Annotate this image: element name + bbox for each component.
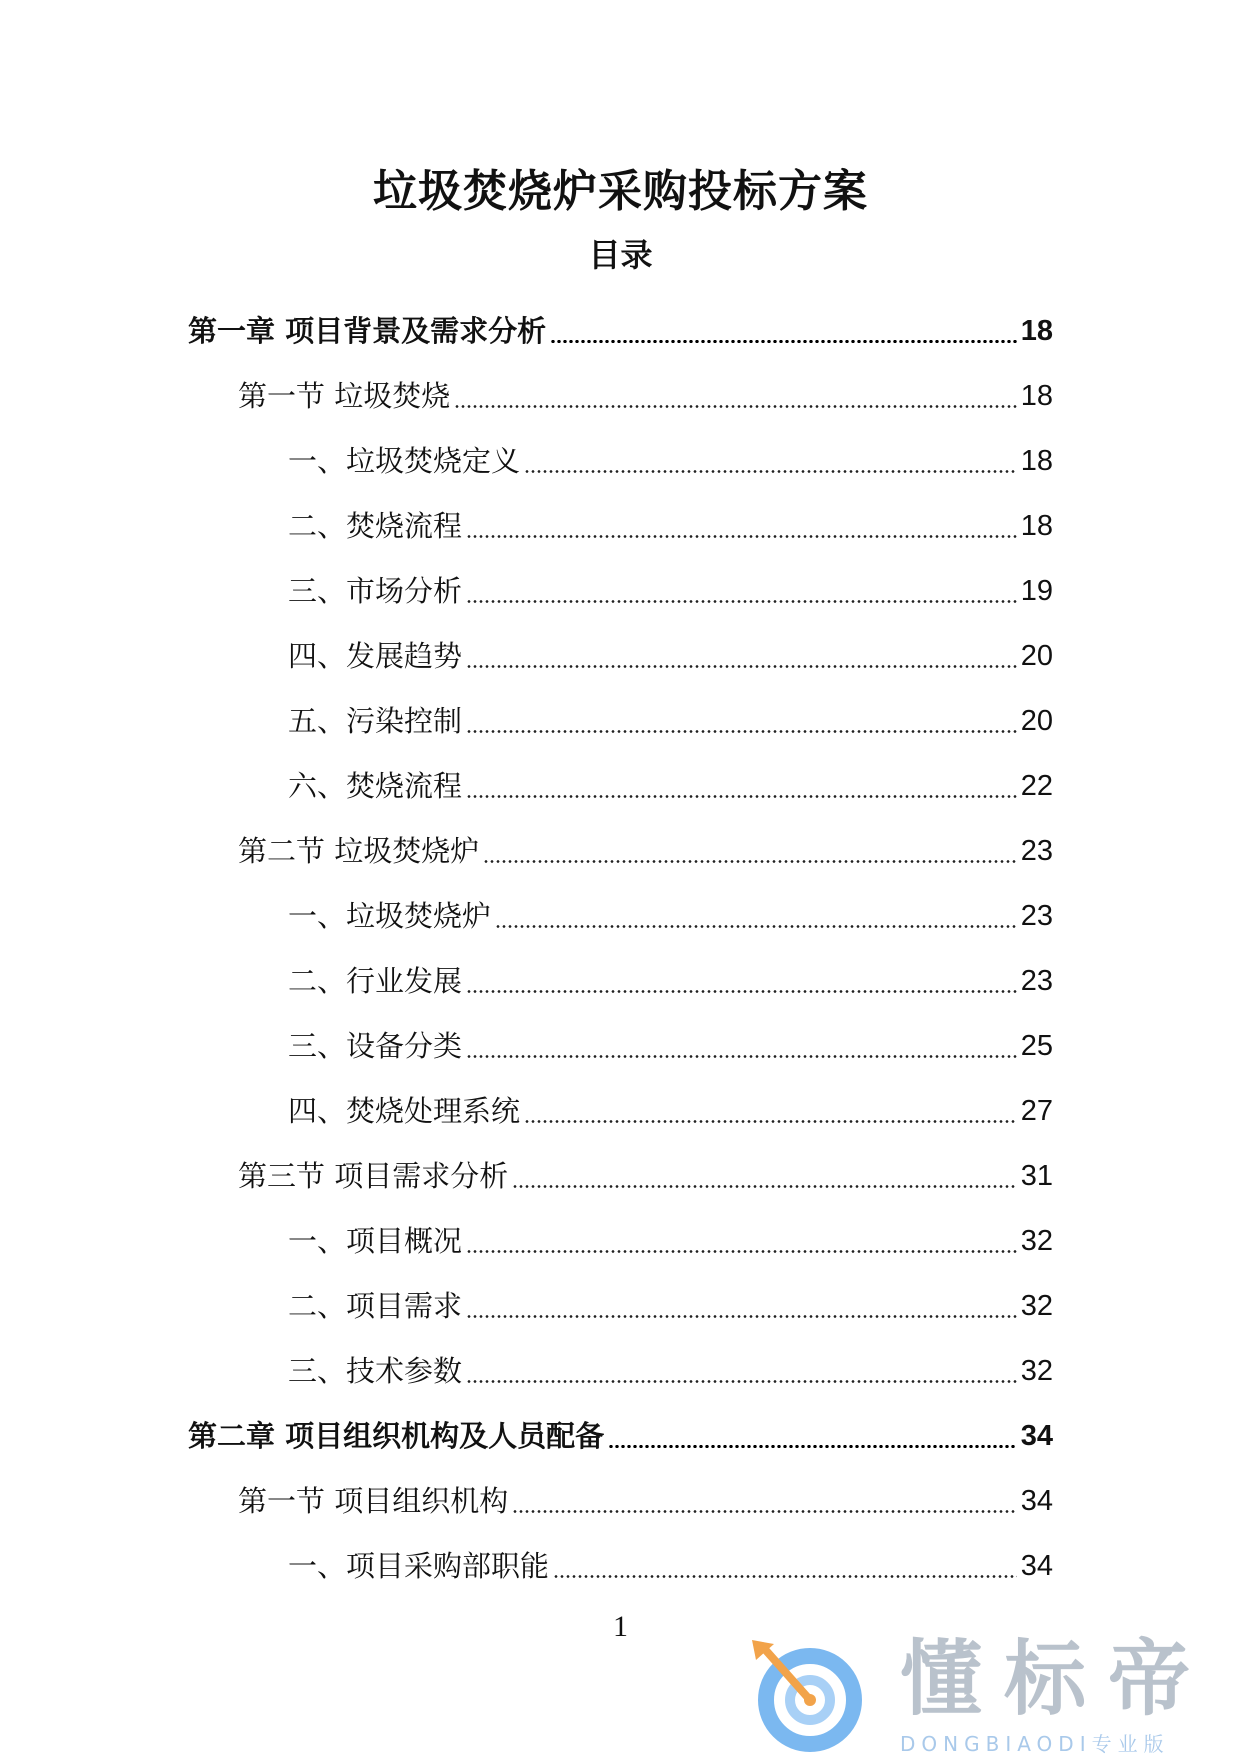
toc-entry-label: 三、技术参数: [288, 1353, 463, 1388]
toc-entry-label: 三、市场分析: [288, 573, 463, 608]
toc-leader-dots: [550, 340, 1017, 343]
watermark: [740, 1630, 1220, 1756]
toc-entry[interactable]: [0, 688, 1241, 753]
toc-entry[interactable]: [0, 428, 1241, 493]
toc-entry[interactable]: [0, 1143, 1241, 1208]
toc-entry-page: 23: [1020, 899, 1053, 932]
toc-entry-page: 25: [1020, 1029, 1053, 1062]
toc-entry-page: 22: [1020, 769, 1053, 802]
toc-entry-page: 20: [1020, 704, 1053, 737]
toc-entry-page: 34: [1020, 1549, 1053, 1582]
toc-entry[interactable]: [0, 1208, 1241, 1273]
toc-leader-dots: [466, 600, 1017, 603]
toc-entry-page: 18: [1020, 444, 1053, 477]
toc-entry[interactable]: [0, 558, 1241, 623]
toc-entry[interactable]: [0, 1013, 1241, 1078]
toc-entry-page: 31: [1020, 1159, 1053, 1192]
toc-entry-page: 23: [1020, 834, 1053, 867]
toc-entry[interactable]: [0, 623, 1241, 688]
document-title: 垃圾焚烧炉采购投标方案: [373, 166, 868, 217]
toc-entry-label: 二、行业发展: [288, 963, 463, 998]
toc-entry[interactable]: [0, 363, 1241, 428]
toc-entry[interactable]: [0, 1338, 1241, 1403]
toc-entry-label: 第二章 项目组织机构及人员配备: [188, 1418, 605, 1453]
toc-entry-label: 三、设备分类: [288, 1028, 463, 1063]
toc-entry[interactable]: [0, 298, 1241, 363]
toc-entry[interactable]: [0, 1078, 1241, 1143]
toc-entry-label: 第一节 垃圾焚烧: [238, 378, 451, 413]
toc-entry-label: 四、焚烧处理系统: [288, 1093, 521, 1128]
toc-entry[interactable]: [0, 1403, 1241, 1468]
toc-leader-dots: [466, 1055, 1017, 1058]
toc-entry-label: 六、焚烧流程: [288, 768, 463, 803]
toc-leader-dots: [553, 1575, 1017, 1578]
toc-entry-label: 一、项目概况: [288, 1223, 463, 1258]
toc-leader-dots: [608, 1445, 1017, 1448]
toc-leader-dots: [466, 535, 1017, 538]
toc-leader-dots: [483, 860, 1017, 863]
toc-entry[interactable]: [0, 1273, 1241, 1338]
toc-entry-page: 27: [1020, 1094, 1053, 1127]
watermark-brand: 懂标帝: [900, 1632, 1213, 1727]
toc-entry-label: 第三节 项目需求分析: [238, 1158, 509, 1193]
page-number: 1: [613, 1610, 628, 1643]
toc-entry-label: 一、项目采购部职能: [288, 1548, 550, 1583]
toc-entry-label: 二、焚烧流程: [288, 508, 463, 543]
toc-entry-label: 第一节 项目组织机构: [238, 1483, 509, 1518]
toc-leader-dots: [454, 405, 1017, 408]
toc-leader-dots: [466, 1380, 1017, 1383]
toc-entry-page: 23: [1020, 964, 1053, 997]
toc-entry-label: 一、垃圾焚烧炉: [288, 898, 492, 933]
toc-leader-dots: [524, 1120, 1017, 1123]
toc-entry[interactable]: [0, 948, 1241, 1013]
toc-heading: 目录: [588, 236, 653, 274]
toc-entry[interactable]: [0, 883, 1241, 948]
toc-leader-dots: [512, 1510, 1017, 1513]
toc-leader-dots: [512, 1185, 1017, 1188]
toc-entry[interactable]: [0, 753, 1241, 818]
toc-entry-page: 18: [1020, 379, 1053, 412]
toc-entry-page: 19: [1020, 574, 1053, 607]
toc-leader-dots: [466, 1315, 1017, 1318]
toc-entry[interactable]: [0, 1468, 1241, 1533]
toc-entry[interactable]: [0, 493, 1241, 558]
toc-entry-page: 20: [1020, 639, 1053, 672]
toc-leader-dots: [495, 925, 1017, 928]
toc-entry[interactable]: [0, 818, 1241, 883]
toc-leader-dots: [466, 1250, 1017, 1253]
toc-leader-dots: [466, 795, 1017, 798]
toc-entry-page: 32: [1020, 1354, 1053, 1387]
toc-entry-page: 18: [1020, 314, 1053, 347]
toc-entry-page: 34: [1020, 1484, 1053, 1517]
toc-entry-page: 18: [1020, 509, 1053, 542]
toc-entry-label: 二、项目需求: [288, 1288, 463, 1323]
toc-entry-label: 第二节 垃圾焚烧炉: [238, 833, 480, 868]
table-of-contents: [0, 298, 1241, 1598]
toc-entry-label: 四、发展趋势: [288, 638, 463, 673]
toc-entry[interactable]: [0, 1533, 1241, 1598]
toc-leader-dots: [524, 470, 1017, 473]
watermark-subtitle: DONGBIAODI专业版: [900, 1732, 1170, 1756]
toc-entry-page: 32: [1020, 1224, 1053, 1257]
toc-leader-dots: [466, 730, 1017, 733]
toc-entry-page: 32: [1020, 1289, 1053, 1322]
toc-leader-dots: [466, 990, 1017, 993]
toc-entry-label: 第一章 项目背景及需求分析: [188, 313, 547, 348]
toc-leader-dots: [466, 665, 1017, 668]
target-arrow-icon: [748, 1638, 878, 1753]
toc-entry-page: 34: [1020, 1419, 1053, 1452]
toc-entry-label: 一、垃圾焚烧定义: [288, 443, 521, 478]
toc-entry-label: 五、污染控制: [288, 703, 463, 738]
